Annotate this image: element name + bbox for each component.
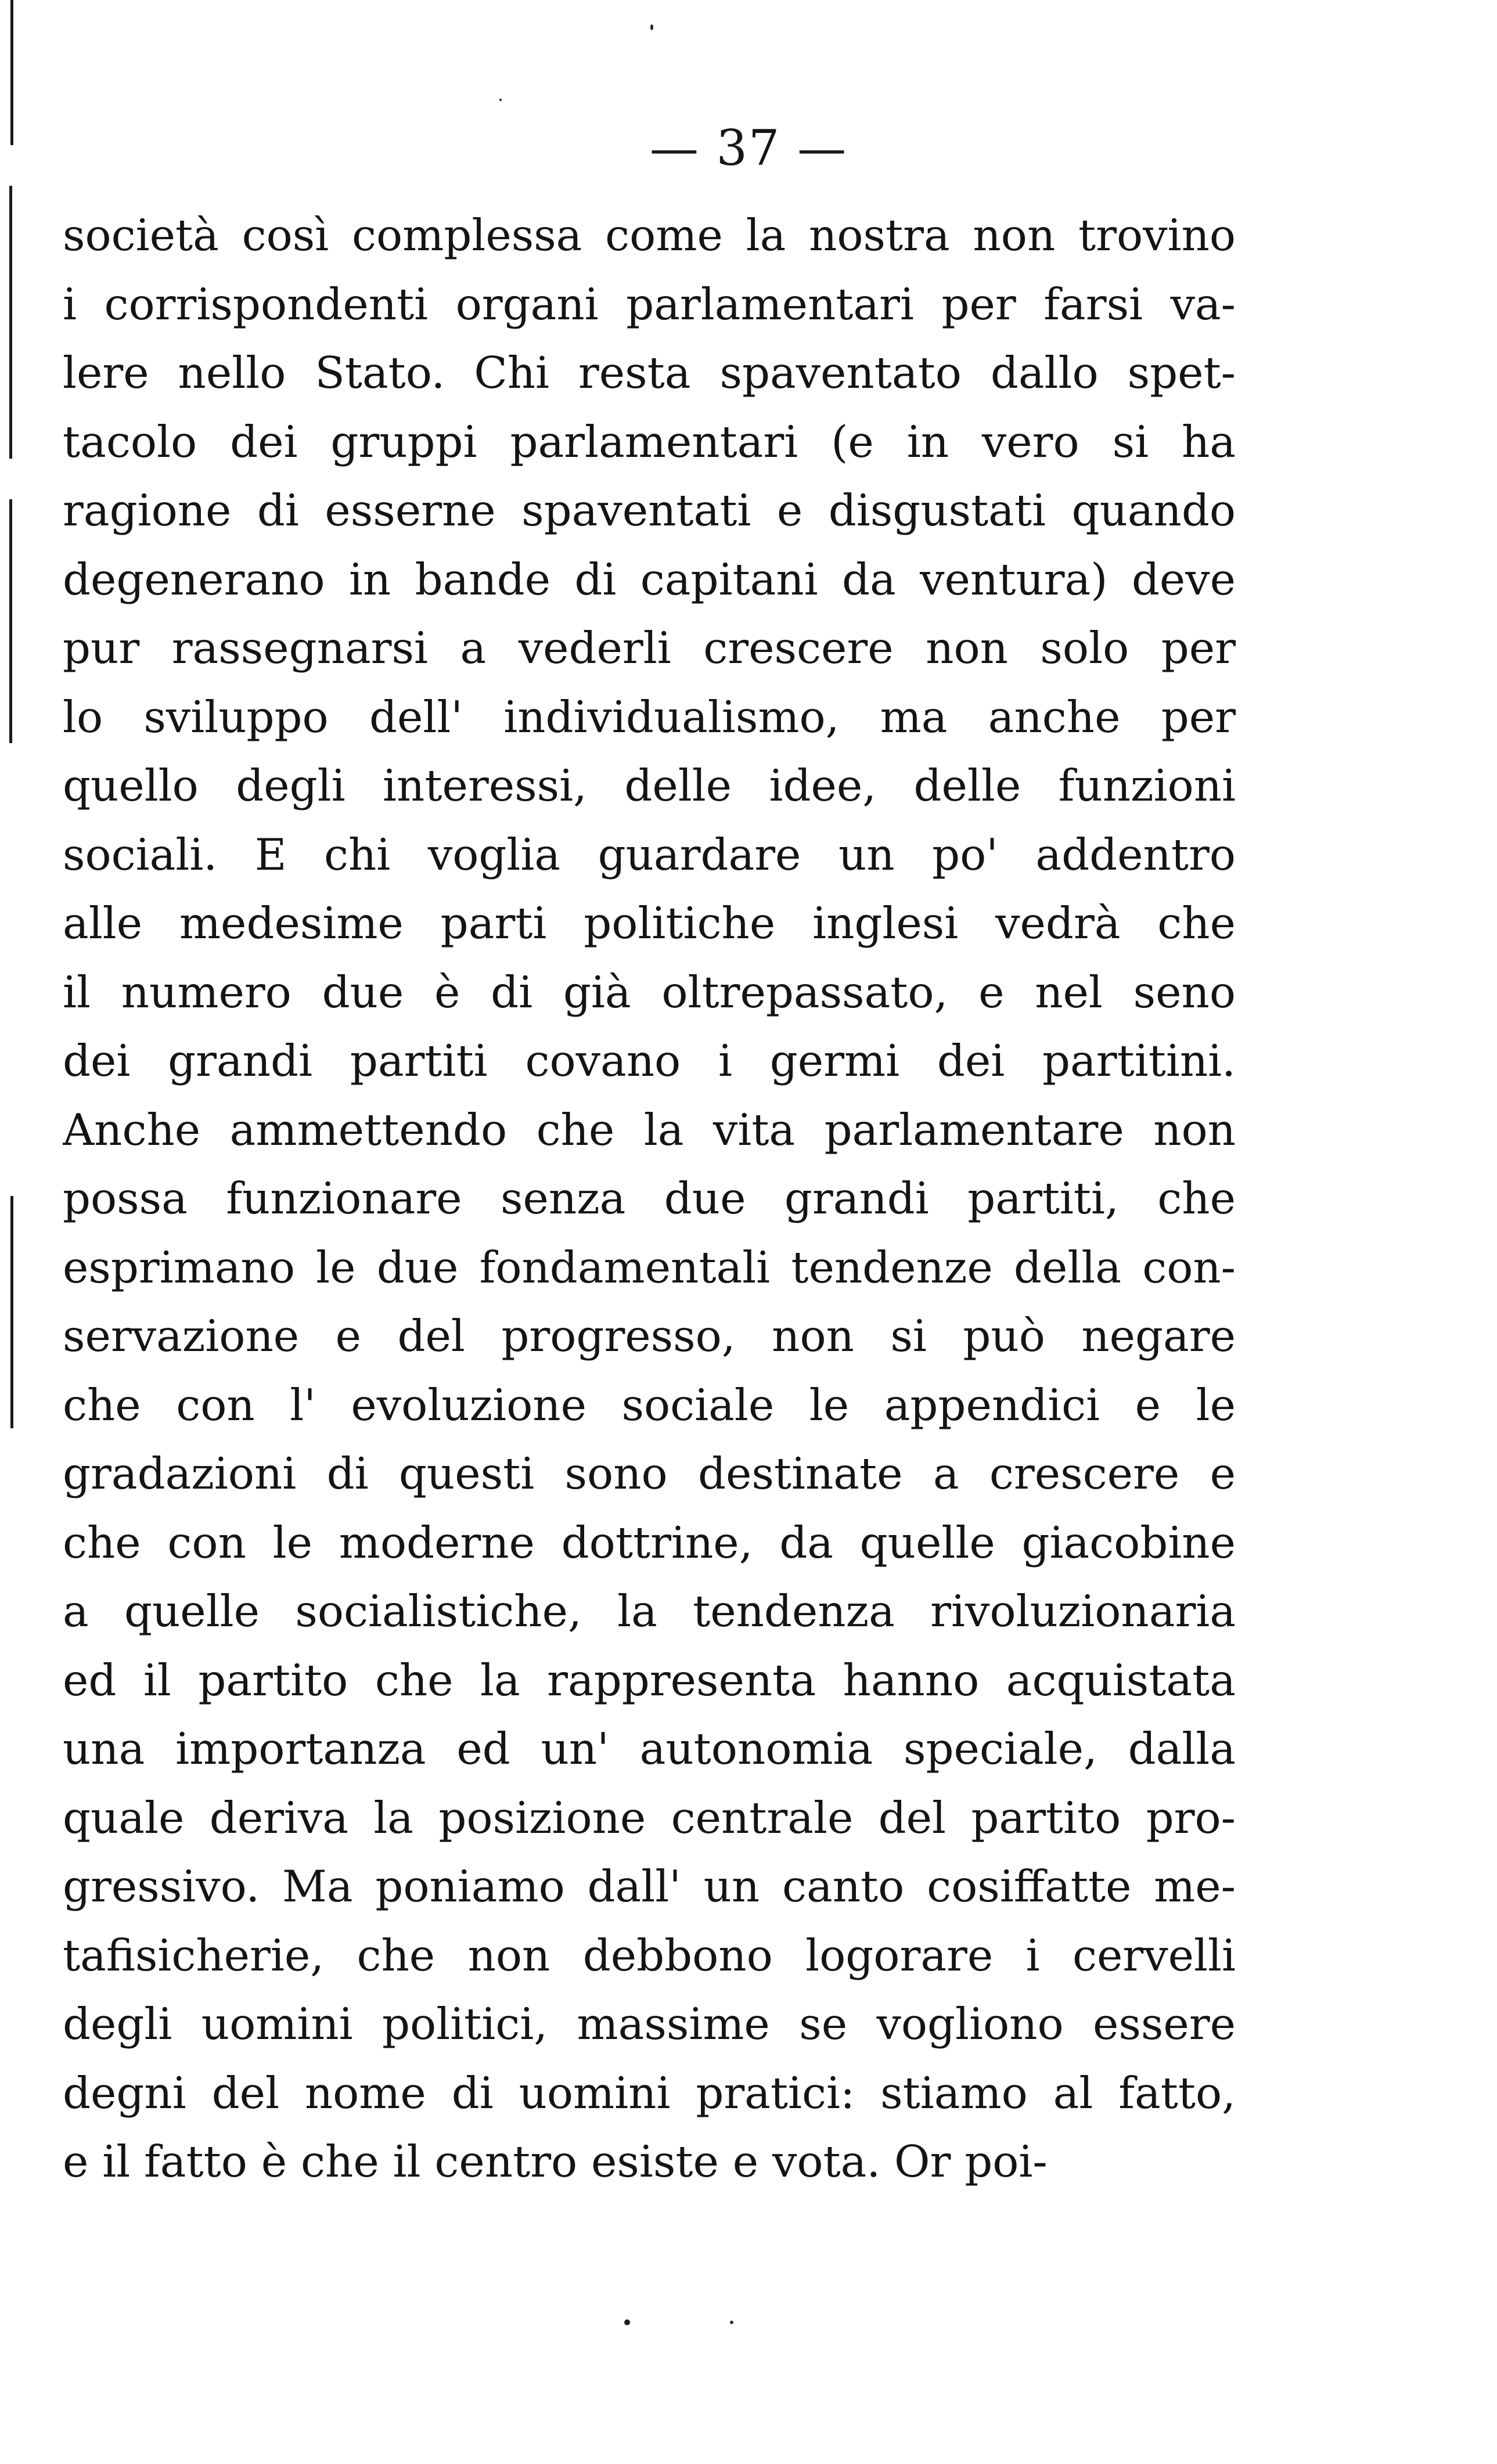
text-line: i corrispondenti organi parlamentari per farsi va- — [63, 278, 1236, 330]
text-line: servazione e del progresso, non si può negare — [63, 1310, 1236, 1361]
text-line: degenerano in bande di capitani da ventura) deve — [63, 553, 1236, 605]
text-line: gressivo. Ma poniamo dall' un canto cosiffatte me- — [63, 1861, 1236, 1912]
text-line: società così complessa come la nostra non trovino — [63, 210, 1236, 261]
text-line: Anche ammettendo che la vita parlamentare non — [63, 1104, 1236, 1155]
text-line: tafisicherie, che non debbono logorare i cervelli — [63, 1929, 1236, 1981]
printer-mark — [616, 2317, 743, 2328]
binding-edge-mark — [9, 186, 12, 459]
text-line: alle medesime parti politiche inglesi vedrà che — [63, 898, 1236, 949]
text-line: lere nello Stato. Chi resta spaventato dallo spet- — [63, 347, 1236, 398]
ink-speck — [499, 99, 502, 101]
text-line: pur rassegnarsi a vederli crescere non solo per — [63, 622, 1236, 673]
text-line: lo sviluppo dell' individualismo, ma anche per — [63, 691, 1236, 743]
text-line: che con l' evoluzione sociale le appendici e le — [63, 1379, 1236, 1431]
text-body — [63, 201, 1236, 2196]
ink-speck — [650, 24, 653, 30]
binding-edge-mark — [9, 499, 12, 743]
text-line: ed il partito che la rappresenta hanno acquistata — [63, 1654, 1236, 1706]
text-line: degli uomini politici, massime se vogliono essere — [63, 1998, 1236, 2049]
text-line: una importanza ed un' autonomia speciale, dalla — [63, 1723, 1236, 1774]
text-line: sociali. E chi voglia guardare un po' addentro — [63, 828, 1236, 880]
text-line: esprimano le due fondamentali tendenze della con- — [63, 1241, 1236, 1293]
text-line: a quelle socialistiche, la tendenza rivoluzionaria — [63, 1586, 1236, 1637]
text-line: che con le moderne dottrine, da quelle giacobine — [63, 1516, 1236, 1568]
text-line: possa funzionare senza due grandi partiti, che — [63, 1173, 1236, 1224]
text-line: degni del nome di uomini pratici: stiamo al fatto, — [63, 2067, 1236, 2119]
text-line: ragione di esserne spaventati e disgustati quando — [63, 485, 1236, 536]
text-line: quello degli interessi, delle idee, delle funzioni — [63, 760, 1236, 811]
text-line: dei grandi partiti covano i germi dei partitini. — [63, 1035, 1236, 1086]
text-line-last: e il fatto è che il centro esiste e vota. Or poi- — [63, 2136, 1048, 2187]
text-line: tacolo dei gruppi parlamentari (e in vero si ha — [63, 416, 1236, 467]
text-line: quale deriva la posizione centrale del partito pro- — [63, 1792, 1236, 1843]
page-number: — 37 — — [649, 120, 848, 176]
binding-edge-mark — [10, 1196, 13, 1428]
text-line: gradazioni di questi sono destinate a crescere e — [63, 1448, 1236, 1499]
text-line: il numero due è di già oltrepassato, e nel seno — [63, 966, 1236, 1018]
